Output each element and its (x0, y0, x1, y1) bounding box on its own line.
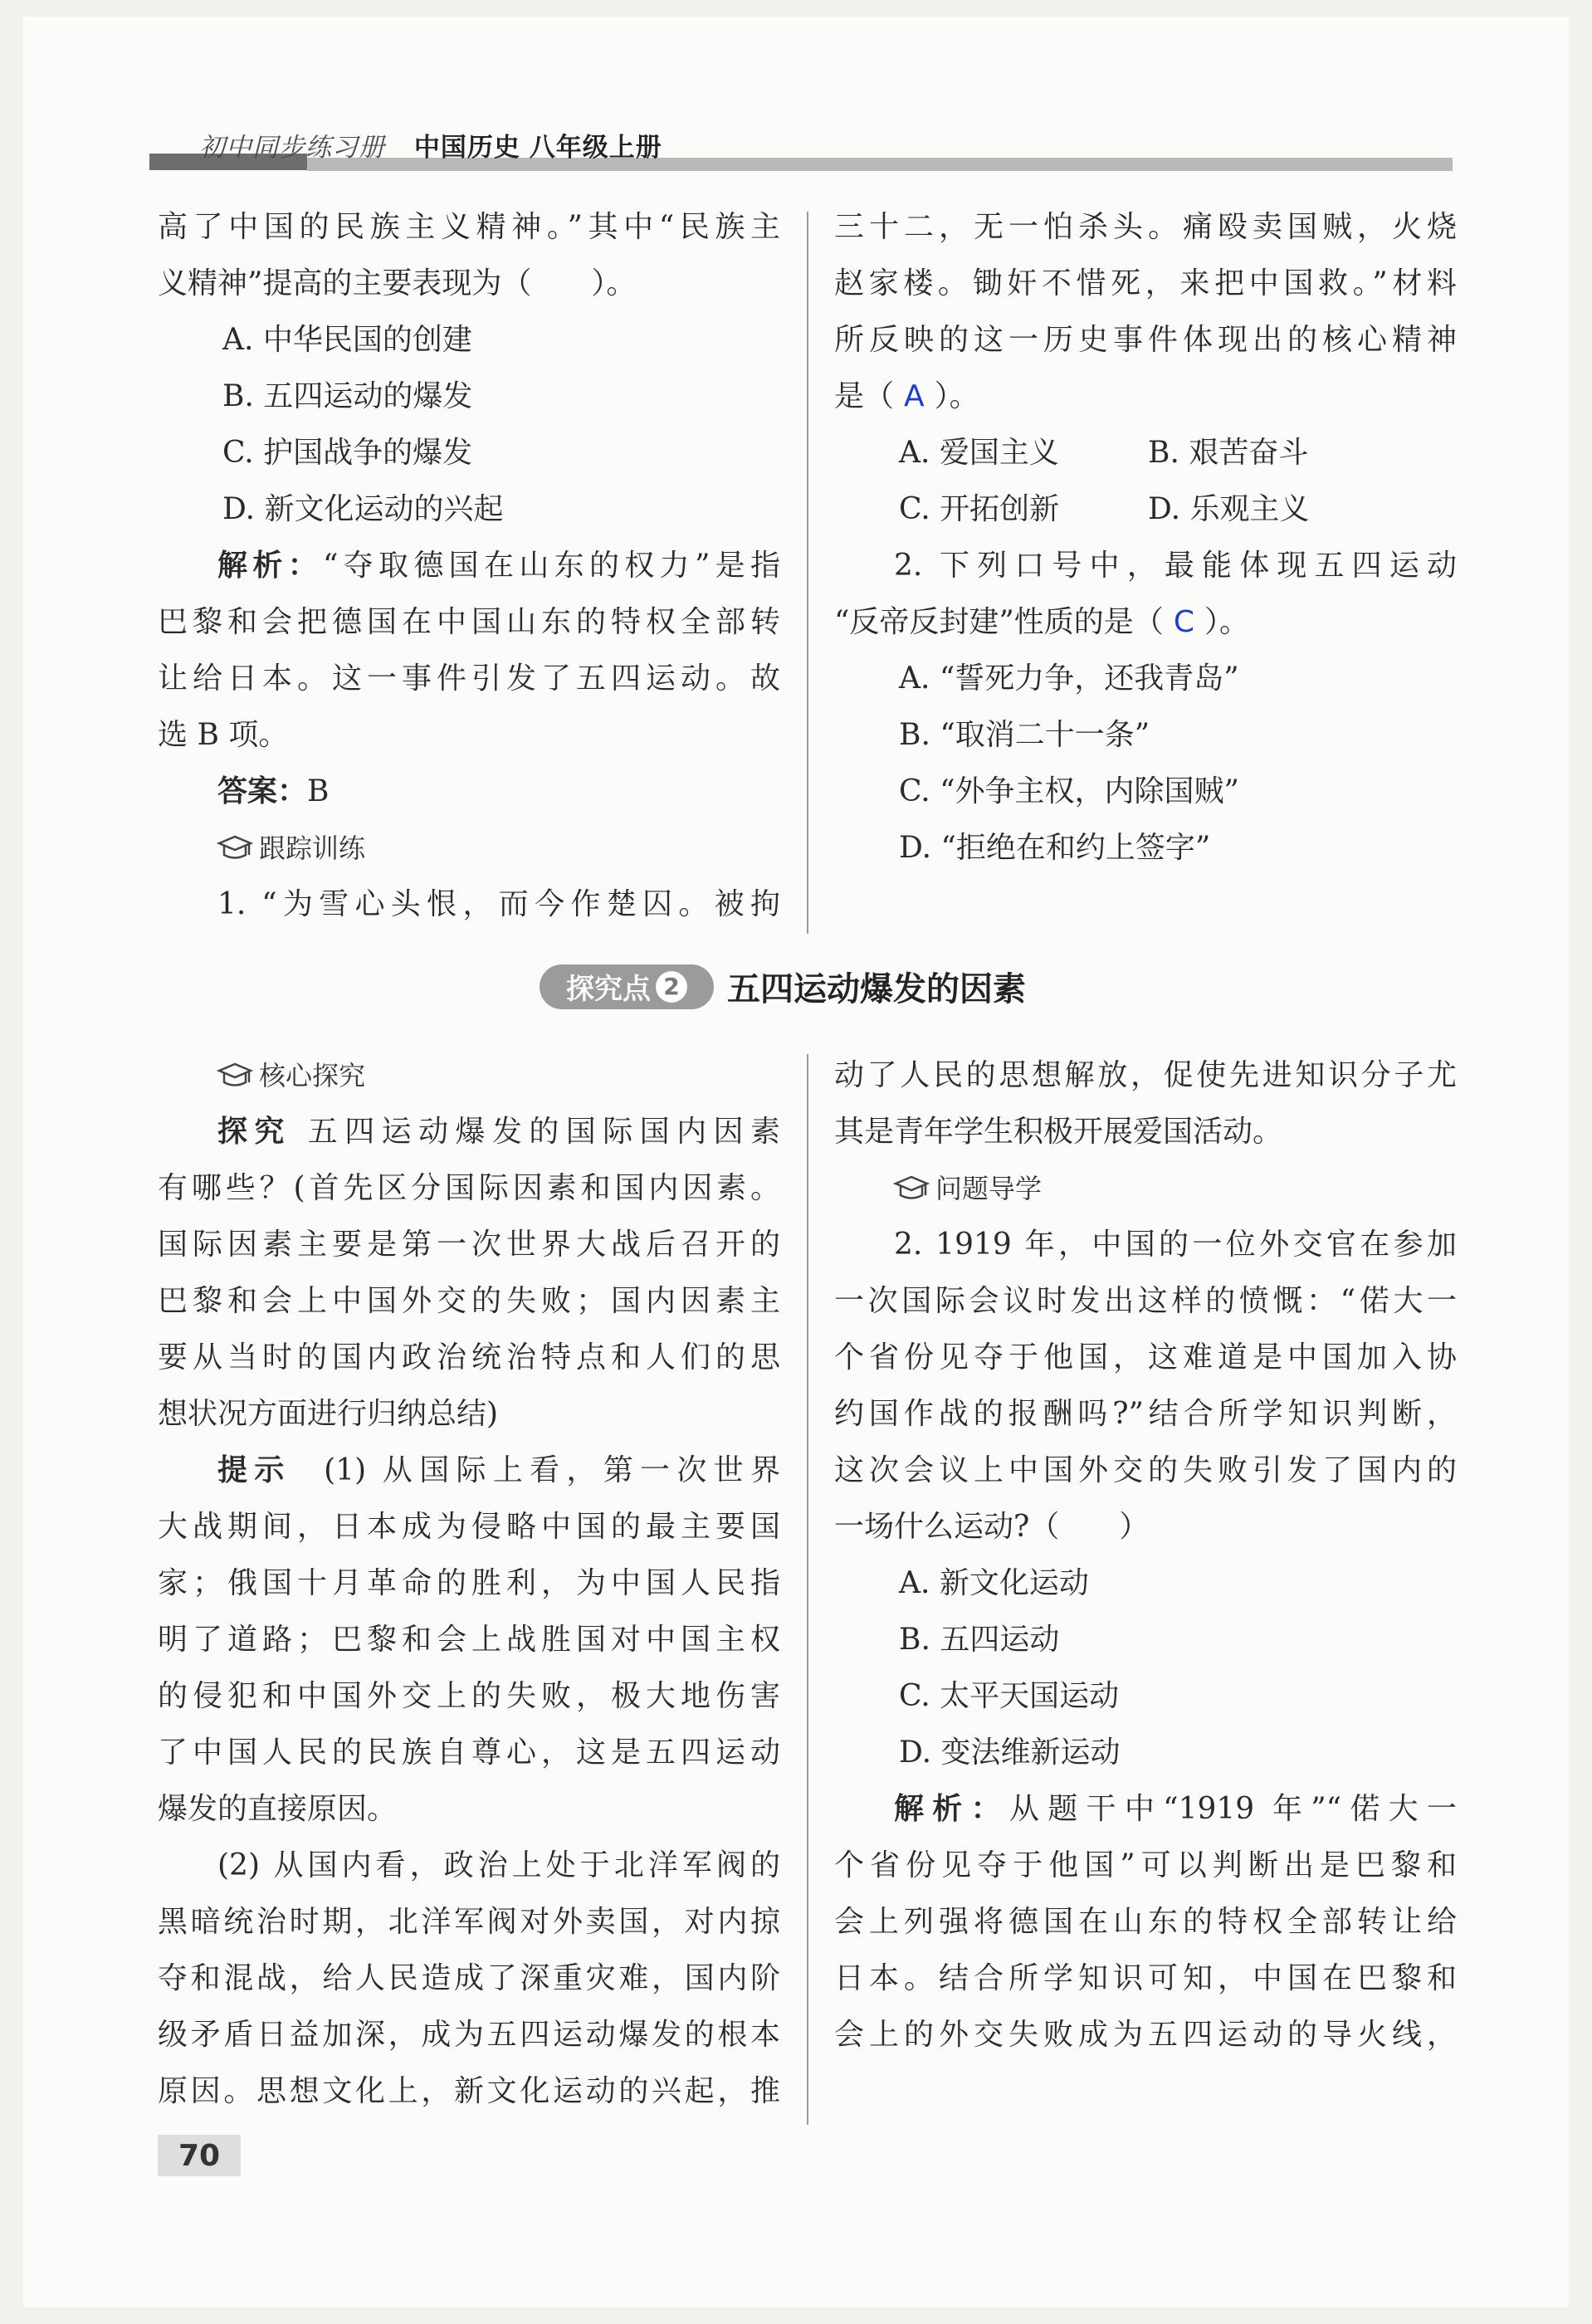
option-b: B. “取消二十一条” (899, 718, 1150, 752)
question-text-fragment: “反帝反封建”性质的是（ (834, 605, 1164, 639)
analysis-text: 日本。结合所学知识可知，中国在巴黎和 (834, 1961, 1457, 1995)
answer-value: B (307, 774, 330, 808)
option-c: C. 太平天国运动 (899, 1679, 1120, 1713)
column-divider-bottom (807, 1054, 808, 2125)
question-2-text: 这次会议上中国外交的失败引发了国内的 (834, 1453, 1457, 1487)
hint-2-text: 级矛盾日益加深，成为五四运动爆发的根本 (158, 2018, 780, 2052)
option-row (834, 425, 1457, 481)
hint-2-text: (2) 从国内看，政治上处于北洋军阀的 (217, 1848, 780, 1882)
continued-text: 其是青年学生积极开展爱国活动。 (834, 1115, 1283, 1149)
question-2-text: 2. 1919 年，中国的一位外交官在参加 (894, 1228, 1457, 1262)
explore-text (158, 1104, 780, 1160)
page-number: 70 (158, 2135, 241, 2176)
question-text-fragment: 是（ (834, 379, 895, 413)
column-divider-top (807, 212, 808, 934)
explore-text: 想状况方面进行归纳总结) (158, 1397, 499, 1431)
header-grade: 八年级上册 (529, 133, 662, 163)
question-text: 所反映的这一历史事件体现出的核心精神 (834, 323, 1457, 357)
section-badge-number: 2 (656, 971, 687, 1003)
option-b: B. 艰苦奋斗 (1148, 436, 1309, 470)
question-text: 高了中国的民族主义精神。”其中“民族主 (158, 210, 780, 244)
option-d: D. 变法维新运动 (899, 1736, 1121, 1770)
handwritten-answer: C (1173, 605, 1194, 639)
option-a: A. 中华民国的创建 (222, 323, 472, 357)
question-text: 义精神”提高的主要表现为（ ）。 (158, 266, 637, 300)
hint-label: 提示 (217, 1453, 291, 1487)
left-bottom-column (158, 1047, 780, 2120)
hint-text-fragment: (1) 从国际上看，第一次世界 (324, 1453, 780, 1487)
section-heading: 五四运动爆发的因素 (727, 970, 1026, 1008)
analysis-text: 个省份见夺于他国”可以判断出是巴黎和 (834, 1848, 1457, 1882)
question-text: 三十二，无一怕杀头。痛殴卖国贼，火烧 (834, 210, 1457, 244)
page-header (199, 126, 662, 164)
header-series: 初中同步练习册 (199, 133, 385, 163)
core-label: 核心探究 (259, 1060, 366, 1091)
analysis-text: 会上的外交失败成为五四运动的导火线， (834, 2018, 1457, 2052)
explore-text: 巴黎和会上中国外交的失败；国内因素主 (158, 1284, 780, 1318)
analysis-text: 会上列强将德国在山东的特权全部转让给 (834, 1905, 1457, 1939)
option-c: C. 护国战争的爆发 (222, 436, 473, 470)
graduation-cap-icon (216, 1061, 254, 1091)
continued-text: 动了人民的思想解放，促使先进知识分子尤 (834, 1058, 1457, 1092)
question-2-text (834, 594, 1457, 651)
guide-label: 问题导学 (935, 1173, 1043, 1204)
hint-text: 爆发的直接原因。 (158, 1792, 398, 1826)
hint-text: 明了道路；巴黎和会上战胜国对中国主权 (158, 1623, 780, 1657)
question-text-fragment: ）。 (1204, 605, 1249, 639)
handwritten-answer: A (904, 379, 925, 413)
core-heading (158, 1047, 780, 1104)
hint-2-text: 原因。思想文化上，新文化运动的兴起，推 (158, 2074, 780, 2108)
option-c: C. 开拓创新 (899, 492, 1060, 526)
hint-text: 的侵犯和中国外交上的失败，极大地伤害 (158, 1679, 780, 1713)
option-a: A. “誓死力争，还我青岛” (899, 662, 1239, 696)
analysis-text: 选 B 项。 (158, 718, 289, 752)
hint-text: 大战期间，日本成为侵略中国的最主要国 (158, 1510, 780, 1544)
option-d: D. 新文化运动的兴起 (222, 492, 504, 526)
question-2-text: 2. 下列口号中，最能体现五四运动 (894, 549, 1457, 583)
answer (158, 764, 780, 820)
question-text: 赵家楼。锄奸不惜死，来把中国救。”材料 (834, 266, 1457, 300)
right-top-column (834, 199, 1457, 876)
question-2-text: 约国作战的报酬吗?”结合所学知识判断， (834, 1397, 1457, 1431)
option-c: C. “外争主权，内除国贼” (899, 774, 1239, 808)
option-a: A. 新文化运动 (899, 1566, 1089, 1600)
analysis-text: “夺取德国在山东的权力”是指 (322, 549, 780, 583)
right-bottom-column (834, 1047, 1457, 2063)
option-b: B. 五四运动的爆发 (222, 379, 473, 413)
option-d: D. “拒绝在和约上签字” (899, 831, 1211, 865)
left-top-column (158, 199, 780, 933)
analysis-label: 解析： (894, 1792, 1009, 1826)
analysis-text: 让给日本。这一事件引发了五四运动。故 (158, 662, 780, 696)
explore-text: 要从当时的国内政治统治特点和人们的思 (158, 1340, 780, 1374)
question-2-text: 个省份见夺于他国，这难道是中国加入协 (834, 1340, 1457, 1374)
section-badge-label: 探究点 (566, 973, 651, 1006)
section-title (540, 963, 1026, 1010)
graduation-cap-icon (216, 833, 254, 863)
guide-heading (834, 1160, 1457, 1217)
question-text-fragment: ）。 (934, 379, 979, 413)
answer-label: 答案： (217, 774, 308, 808)
analysis-text: 从题干中“1919 年”“偌大一 (1008, 1792, 1457, 1826)
hint-text (158, 1443, 780, 1499)
explore-text: 国际因素主要是第一次世界大战后召开的 (158, 1228, 780, 1262)
option-d: D. 乐观主义 (1148, 492, 1310, 526)
explore-text: 有哪些？(首先区分国际因素和国内因素。 (158, 1171, 780, 1205)
hint-text: 家；俄国十月革命的胜利，为中国人民指 (158, 1566, 780, 1600)
hint-2-text: 夺和混战，给人民造成了深重灾难，国内阶 (158, 1961, 780, 1995)
option-row (834, 481, 1457, 538)
explore-text-fragment: 五四运动爆发的国际国内因素 (307, 1115, 780, 1149)
question-2-text: 一次国际会议时发出这样的愤慨：“偌大一 (834, 1284, 1457, 1318)
question-text (834, 369, 1457, 425)
header-subject: 中国历史 (413, 133, 520, 163)
question-1-start: 1. “为雪心头恨，而今作楚囚。被拘 (217, 887, 780, 921)
explore-label: 探究 (217, 1115, 291, 1149)
analysis (158, 538, 780, 594)
section-badge (540, 964, 714, 1009)
option-b: B. 五四运动 (899, 1623, 1060, 1657)
hint-2-text: 黑暗统治时期，北洋军阀对外卖国，对内掠 (158, 1905, 780, 1939)
tracking-heading (158, 820, 780, 876)
tracking-label: 跟踪训练 (259, 832, 366, 864)
analysis-label: 解析： (217, 549, 323, 583)
option-a: A. 爱国主义 (899, 436, 1059, 470)
graduation-cap-icon (892, 1174, 930, 1204)
hint-text: 了中国人民的民族自尊心，这是五四运动 (158, 1736, 780, 1770)
analysis (834, 1781, 1457, 1838)
analysis-text: 巴黎和会把德国在中国山东的特权全部转 (158, 605, 780, 639)
question-2-text: 一场什么运动?（ ） (834, 1510, 1150, 1544)
